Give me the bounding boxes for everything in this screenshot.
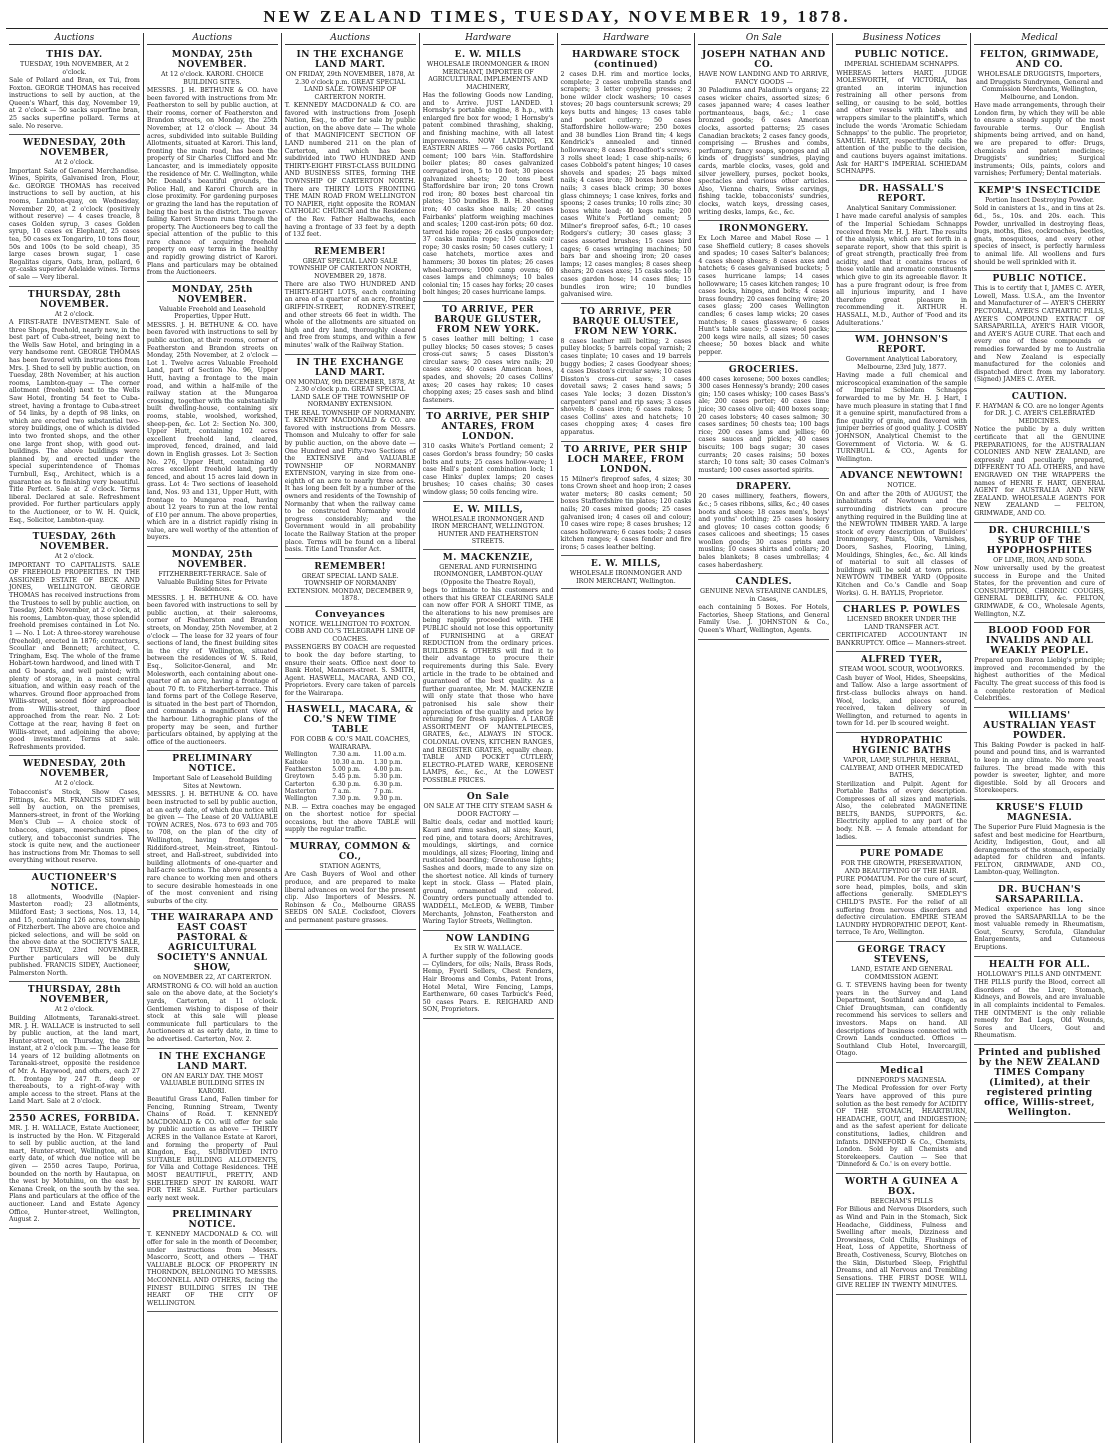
ad-title: THURSDAY, 28th NOVEMBER. xyxy=(27,289,121,310)
ad-title: CANDLES. xyxy=(735,577,793,588)
timetable-cell: 5.00 p.m. xyxy=(332,766,361,774)
ad-subtitle: ON AN EARLY DAY. THE MOST VALUABLE BUILDING SITES IN KARORI. xyxy=(160,1072,265,1095)
timetable-cell: 7 a.m. xyxy=(332,787,352,795)
advertisement xyxy=(285,355,416,559)
ad-title: REMEMBER! xyxy=(314,561,386,572)
column-heading: On Sale xyxy=(698,33,829,45)
ad-title: PUBLIC NOTICE. xyxy=(854,50,949,60)
ad-title: TUESDAY, 26th NOVEMBER. xyxy=(32,532,117,553)
ad-title: KEMP'S INSECTICIDE xyxy=(978,185,1101,196)
advertisement xyxy=(285,607,416,703)
ad-body: MESSRS. J. H. BETHUNE & CO. have been favored with instructions to sell by public auction, at their salerooms, corner of Featherston and Brandon streets, on Monday, 25th November, at 2 o'clock — The lease for 32 years of four sections of land, the finest building sites in the city of Wellington, situated between the residences of W. S. Reid, Esq., Solicitor-General, and Mr. Molesworth, each containing about one-quarter of an acre, having a frontage of about 70 ft. to Fitzherbert-terrace. This land forms part of the College Reserve, is situated in the best part of Thorndon, and commands a magnificent view of the harbour. Lithographic plans of the property may be seen, and further particulars obtained, by applying at the office of the auctioneers. xyxy=(146,594,278,746)
column-8 xyxy=(971,33,1108,1443)
advertisement xyxy=(974,882,1105,957)
ad-title: THIS DAY. xyxy=(46,50,103,60)
ad-subtitle: ON SALE AT THE CITY STEAM SASH & DOOR FACTORY — xyxy=(423,803,553,818)
advertisement xyxy=(147,751,278,910)
ad-title: WEDNESDAY, 20th NOVEMBER, xyxy=(22,759,126,780)
advertisement xyxy=(561,556,692,589)
timetable-cell: Masterton xyxy=(284,787,317,795)
ad-title: JOSEPH NATHAN AND CO. xyxy=(701,50,826,70)
column-4 xyxy=(420,33,558,1443)
ad-subtitle: At 2 o'clock. xyxy=(54,780,95,788)
ad-body: This is to certify that I, JAMES C. AYER, Lowell, Mass. U.S.A., am the Inventor and Manufacturer of — AYER'S CHERRY PECTORAL, AYER'S CATHARTIC PILLS, AYER'S COMPOUND EXTRACT OF SARSAPARILLA, AYER'S HAIR VIGOR, and AYER'S AGUE CURE. That each and every one of these compounds or remedies forwarded by me to Australia and New Zealand is especially manufactured for the colonies and dispatched direct from my laboratory. (Signed) JAMES C. AYER. xyxy=(974,285,1105,384)
ad-subtitle: FOR COBB & CO.'S MAIL COACHES, WAIRARAPA. xyxy=(290,736,411,751)
column-heading: Auctions xyxy=(285,33,416,45)
advertisement xyxy=(9,135,140,286)
ad-title: FELTON, GRIMWADE, AND CO. xyxy=(979,50,1100,70)
ad-title: MONDAY, 25th NOVEMBER. xyxy=(171,550,253,571)
ad-body: T. KENNEDY MACDONALD & CO. will offer for sale in the month of December, under instructions from Messrs. Mascorro, Scott, and others — THAT VALUABLE BLOCK OF PROPERTY IN THORNDON, BELONGING TO MESSRS. McCONNELL AND OTHERS, facing the FINEST BUILDING SITES IN THE HEART OF THE CITY OF WELLINGTON. xyxy=(146,1231,278,1307)
timetable-row xyxy=(285,751,416,758)
ad-body: Ex Loch Maree and Mabel Rose — 1 case Sheffield cutlery; 8 cases shovels and spades; 10 cases Salter's balances; 4 cases sheep shears; 8 cases axes and hatchets; 6 cases galvanised buckets; 5 cases hurricane lamps; 14 cases hollowware; 15 cases kitchen ranges; 10 cases locks, hinges, and bolts; 4 cases brass foundry; 20 cases fencing wire; 20 cases glass; 200 cases Wellington candles; 6 cases lamp wicks; 20 cases matches; 8 cases glassware; 6 cases Hunt's table sauce; 5 cases wool packs; 200 kegs wire nails, all sizes; 50 cases cheese; 50 boxes black and white pepper. xyxy=(698,235,830,356)
ad-title: GEORGE TRACY STEVENS, xyxy=(857,945,946,965)
advertisement xyxy=(147,547,278,751)
advertisement xyxy=(9,756,140,869)
ad-body: G. T. STEVENS having been for twenty years in the Survey and Land Department, Southland and Otago, as Chief Draughtsman, can confidently recommend his services to sellers and investors. Maps on hand. All descriptions of business connected with Crown Lands conducted. Offices — Southland Club Hotel, Invercargill, Otago. xyxy=(836,982,968,1058)
column-heading: Auctions xyxy=(9,33,140,45)
ad-body: Have made arrangements, through their London firm, by which they will be able to ensure a steady supply of the most favourable terms. Our English shipments being arrived, and on hand, we are prepared to offer: Drugs, chemicals and patent medicines; Druggists' sundries; Surgical instruments; Oils, paints, colors and varnishes; Perfumery; Dental materials. xyxy=(974,102,1105,178)
ad-subtitle: WHOLESALE IRONMONGER & IRON MERCHANT, IMPORTER OF AGRICULTURAL IMPLEMENTS AND MACHINERY, xyxy=(426,61,550,91)
ad-body: Notice the public by a duly written certificate that all the GENUINE PREPARATIONS, for the AUSTRALIAN COLONIES AND NEW ZEALAND, are expressly and peculiarly prepared, DIFFERENT TO ALL OTHERS, and have ENGRAVED ON THE WRAPPERS the names of HENRI F. HART, GENERAL AGENT for AUSTRALIA AND NEW ZEALAND. WHOLESALE AGENTS FOR NEW ZEALAND — FELTON, GRIMWADE, AND CO. xyxy=(974,426,1105,517)
timetable-cell: 5.30 p.m. xyxy=(373,773,403,781)
ad-body: 18 allotments, Woodville (Napier-Masterton road); 23 allotments, Mildford East; 3 sections, Nos. 13, 14, and 15, containing 126 acres, township of Fitzherbert. The above are choice and picked selections, and will be sold on the above date at the SOCIETY'S SALE, ON TUESDAY, 23rd NOVEMBER. Further particulars will be duly published. FRANCIS SIDEY, Auctioneer, Palmerston North. xyxy=(9,893,140,977)
advertisement xyxy=(698,221,829,362)
ad-body: The Medical Profession for over Forty Years have approved of this pure solution as the best remedy for ACIDITY OF THE STOMACH, HEARTBURN, HEADACHE, GOUT, and INDIGESTION; and as the safest aperient for delicate constitutions, ladies, children and infants. DINNEFORD & Co., Chemists, London. Sold by all Chemists and Storekeepers. Caution — See that 'Dinneford & Co.' is on every bottle. xyxy=(836,1085,968,1169)
ad-subtitle: FOR THE GROWTH, PRESERVATION, AND BEAUTIFYING OF THE HAIR. xyxy=(840,860,963,875)
advertisement xyxy=(423,502,554,550)
ad-title: KRUSE'S FLUID MAGNESIA. xyxy=(995,802,1084,823)
timetable xyxy=(285,751,416,802)
advertisement xyxy=(147,47,278,282)
advertisement xyxy=(836,47,967,181)
ad-subtitle: WHOLESALE IRONMONGER AND IRON MERCHANT, WELLINGTON. HUNTER AND FEATHERSTON STREETS. xyxy=(431,515,545,546)
advertisement xyxy=(974,523,1105,624)
advertisement xyxy=(836,846,967,942)
column-1 xyxy=(6,33,144,1443)
ad-body: Sterilization and Pulpit. Agent for Portable Baths of every description. Compresses of all sizes and materials. Also, the celebrated MAGNETINE BELTS, BANDS, SUPPORTS, &c. Electricity applied to any part of the body. N.B. — A female attendant for ladies. xyxy=(836,780,968,841)
ad-subtitle: NOTICE. WELLINGTON TO FOXTON. COBB AND CO.'S TELEGRAPH LINE OF COACHES. xyxy=(285,620,416,643)
ad-title: M. MACKENZIE, xyxy=(442,552,534,563)
advertisement xyxy=(561,442,692,557)
timetable-cell: 4.00 p.m. xyxy=(373,766,403,774)
advertisement xyxy=(423,550,554,790)
ad-title: AUCTIONEER'S NOTICE. xyxy=(31,872,118,893)
ad-body: PASSENGERS BY COACH are requested to book the day before starting, to ensure their seats. Office next door to Bank Hotel, Manners-street. S. SMITH, Agent. HASWELL, MACARA, AND CO., Proprietors. Every care taken of parcels for the Wairarapa. xyxy=(284,644,416,697)
ad-title: REMEMBER! xyxy=(314,246,386,257)
ad-body: THE REAL TOWNSHIP OF NORMANBY. T. KENNEDY MACDONALD & CO. are favored with instructions from Messrs. Thomson and Mulcahy to offer for sale by public auction, on the above date — One Hundred and Fifty-two Sections of the EXTENSIVE and VALUABLE TOWNSHIP OF NORMANBY EXTENSION, varying in size from one-eighth of an acre to nearly three acres. It has long been felt by a number of the owners and residents of the Township of Normanby that when the railway came to be constructed Normanby would progress considerably; and the Government would in all probability locate the Railway Station at the proper place. Terms will be found on a liberal basis. Title Land Transfer Act. xyxy=(284,409,416,554)
ad-subtitle: F. HAYMAN & CO. are no longer Agents for DR. J. C. AYER'S CELEBRATED MEDICINES. xyxy=(975,402,1104,425)
ad-title: DR. HASSALL'S REPORT. xyxy=(859,183,945,204)
advertisement xyxy=(285,559,416,607)
ad-body: A further supply of the following goods — Cylinders, for oils; Nails, Brass Rods, Hemp, Fyeril Sellers, Chest Fenders, Hair Brooms and Combs, Patent Irons, Hotel Metal, Wire Fencing, Lamps, Earthenware, 60 cases Tarbuck's Feed, 50 cases Pears. E. REIGHARD AND SON, Proprietors. xyxy=(422,953,554,1014)
ad-subtitle: LICENSED BROKER UNDER THE LAND TRANSFER ACT. xyxy=(846,616,957,631)
ad-subtitle: VAPOR, LAMP, SULPHUR, HERBAL, CALYBEAT, AND OTHER MEDICATED BATHS, xyxy=(840,757,964,779)
timetable-cell: Wellington xyxy=(284,751,318,759)
ad-subtitle: STEAM WOOL SCOUR, WOOLWORKS. xyxy=(839,666,965,674)
timetable-row xyxy=(285,795,416,802)
ad-body: THE PILLS purify the Blood, correct all disorders of the Liver, Stomach, Kidneys, and Bowels, and are invaluable in all complaints incidental to Females. THE OINTMENT is the only reliable remedy for Bad Legs, Old Wounds, Sores and Ulcers, Gout and Rheumatism. xyxy=(974,979,1105,1040)
ad-subtitle: At 12 o'clock. KARORI. CHOICE BUILDING SITES. xyxy=(160,71,264,86)
ad-title: WEDNESDAY, 20th NOVEMBER, xyxy=(22,138,126,159)
ad-body: WHEREAS letters HART, JUDGE MOLESWORTH, of VICTORIA, has granted an interim injunction restraining all other persons from selling, or causing to be sold, bottles and other vessels with labels and wrappers similar to the plaintiff's, which include the words 'Aromatic Schiedam Schnapps' to the public. The proprietor, SAMUEL HART, respectfully calls the attention of the public to the decision, and cautions buyers against imitations. Ask for HART'S IMPERIAL SCHIEDAM SCHNAPPS. xyxy=(836,69,968,176)
advertisement xyxy=(285,839,416,930)
ad-title: Conveyances xyxy=(315,609,386,620)
ad-body: Baltic deals, cedar and mottled kauri; Kauri and rimu sashes, all sizes; Kauri, red pine, and totara doors; Architraves, mouldings, skirtings, and cornice mouldings, all sizes; Flooring, lining and rusticated boarding; Greenhouse lights; Sashes and doors, made to any size on the shortest notice. All kinds of turnery kept in stock. Glass — Plated plain, ground, ornamented and colored. Country orders punctually attended to. WADDELL, McLEOD, & WEBB, Timber Merchants, Johnston, Featherston and Waring Taylor Streets, Wellington. xyxy=(422,819,554,926)
advertisement xyxy=(147,282,278,547)
ad-body: IMPORTANT TO CAPITALISTS. SALE OF FREEHOLD PROPERTIES. IN THE ASSIGNED ESTATE OF BECK AND JONES, WELLINGTON. GEORGE THOMAS has received instructions from the Trustees to sell by public auction, on Tuesday, 26th November, at 2 o'clock, at his rooms, Lambton-quay, those splendid freehold premises contained in Lot No. 1 — No. 1 Lot: A three-storey warehouse (freehold), erected in 1876; contractors, Scoullar and Bennett; architect, C. Tringham, Esq. The whole of the frame Hobart-town hardwood, and lined with T and G boards, and well painted; with plenty of storage, in a most central situation, and within easy reach of the wharves. Ground floor approached from Willis-street, second floor approached from Willis-street, third floor approached from the rear. No. 2 Lot: Cottage at the rear, having 8 feet on Willis-street, and adjoining the above; good investment. Terms at sale. Refreshments provided. xyxy=(9,561,140,751)
ad-body: Prepared upon Baron Liebig's principle; improved and recommended by the highest authorities of the Medical Faculty. The great success of this food is a complete restoration of Medical Celebrities. xyxy=(974,657,1105,703)
ad-body: 2 cases D.H. rim and mortice locks, complete; 2 cases umbrella stands and scrapers; 3 letter copying presses; 2 bone wilder clock washers; 10 cases stoves; 20 bags countersunk screws; 29 keys butts and hinges; 13 cases table and pocket cutlery; 50 cases Staffordshire hollow-ware; 250 boxes and 38 bundles Lion Brand tin; 4 kegs Kendrick's annealed and tinned hollowware; 8 cases Broadfoot's screws; 3 rolls sheet lead; 1 case ship-nails; 6 cases Cobbold's patent hinges; 10 cases shovels and spades; 25 bags mixed nails; 4 cases iron; 30 boxes horse shoe nails; 3 cases black crimp; 30 boxes glass chimneys; 1 case knives, forks and spoons; 2 cases trunks; 10 rolls zinc; 30 boxes white lead; 40 kegs nails; 200 cases White's Portland cement; 5 Milner's fireproof safes, 6-ft.; 10 cases Rodgers's cutlery; 30 cases glass; 3 cases assorted brushes; 15 cases bird cages; 6 cases wringing machines; 50 bars bar and shoeing iron; 20 cases lamps; 12 cases mangles; 8 cases sheep shears; 20 cases axes; 15 casks soda; 10 cases garden hose; 14 cases files; 15 bundles iron wire; 10 bundles galvanised wire. xyxy=(560,71,692,299)
ad-title: MURRAY, COMMON & CO., xyxy=(289,841,411,862)
advertisement xyxy=(836,942,967,1063)
timetable-cell: Wellington xyxy=(284,795,318,803)
timetable-cell: Featherston xyxy=(284,766,322,774)
advertisement xyxy=(836,468,967,602)
ad-title: On Sale xyxy=(466,792,510,803)
ad-title: PRELIMINARY NOTICE. xyxy=(172,754,253,775)
columns xyxy=(6,33,1108,1443)
ad-subtitle: ON MONDAY, 9th DECEMBER, 1878, At 2.30 o'clock p.m. GREAT SPECIAL LAND SALE OF THE TOWNSHIP OF NORMANBY EXTENSION. xyxy=(285,378,415,409)
timetable-row xyxy=(285,759,416,766)
ad-subtitle: HAVE NOW LANDING AND TO ARRIVE, FANCY GOODS — xyxy=(698,71,830,86)
ad-title: GROCERIES. xyxy=(728,364,799,375)
ad-title: IN THE EXCHANGE LAND MART. xyxy=(158,1051,266,1072)
ad-body: 5 cases leather mill belting; 1 case pulley blocks; 50 cases stoves; 5 cases cross-cut saws; 5 cases Disston's circular saws; 20 cases wire nails; 20 cases axes; 40 cases American hoes, spades, and shovels; 20 cases Collins' axes; 20 cases hay rakes; 10 cases chopping axes; 25 cases sash and blind fasteners. xyxy=(422,336,554,404)
advertisement xyxy=(423,409,554,501)
ad-title: E. W. MILLS xyxy=(454,50,522,60)
ad-title: HASWELL, MACARA, & CO.'S NEW TIME TABLE xyxy=(286,705,414,736)
ad-title: CHARLES P. POWLES xyxy=(842,605,961,616)
advertisement xyxy=(9,1111,140,1229)
ad-title: Printed and published by the NEW ZEALAND TIMES Company (Limited), at their registered printing office, Willis-street, Wellington. xyxy=(978,1047,1101,1118)
column-heading: Hardware xyxy=(423,33,554,45)
column-heading: Hardware xyxy=(561,33,692,45)
timetable-cell: Kaitoke xyxy=(284,758,308,766)
ad-subtitle: HOLLOWAY'S PILLS AND OINTMENT. xyxy=(977,970,1102,978)
advertisement xyxy=(9,287,140,530)
ad-subtitle: WHOLESALE IRONMONGER AND IRON MERCHANT, Wellington. xyxy=(569,570,682,585)
ad-title: PURE POMADE xyxy=(859,849,944,860)
advertisement xyxy=(561,304,692,442)
ad-title: DRAPERY. xyxy=(736,482,792,493)
column-7 xyxy=(833,33,971,1443)
ad-subtitle: STATION AGENTS, xyxy=(319,862,382,870)
ad-body: Building Allotments, Taranaki-street. MR. J. H. WALLACE is instructed to sell by public auction, at the land mart, Hunter-street, on Thursday, the 28th instant, at 2 o'clock p.m. — The lease for 14 years of 12 building allotments on Taranaki-street, opposite the residence of Mr. A. Haywood, and others, each 27 ft. frontage by 247 ft. deep or thereabouts, to a right-of-way with ample access to the street. Plans at the Land Mart. Sale at 2 o'clock. xyxy=(9,1014,140,1106)
advertisement xyxy=(974,800,1105,882)
ad-body: Are Cash Buyers of Wool and other produce, and are prepared to make liberal advances on wool for the present clip. Also Importers of Messrs. N. Robinson & Co., Melbourne GRASS SEEDS ON SALE. Cocksfoot, Clovers and permanent pasture grasses. xyxy=(284,871,416,924)
advertisement xyxy=(423,931,554,1019)
ad-subtitle: Ex SIR W. WALLACE. xyxy=(454,944,523,952)
advertisement xyxy=(836,181,967,332)
advertisement xyxy=(974,1045,1105,1123)
advertisement xyxy=(974,957,1105,1045)
ad-title: WM. JOHNSON'S REPORT. xyxy=(854,335,949,356)
ad-body: CERTIFICATED ACCOUNTANT IN BANKRUPTCY. Office — Manners-street. xyxy=(836,632,968,647)
advertisement xyxy=(285,702,416,838)
ad-body: each containing 5 Boxes. For Hotels, Factories, Sheep Stations, and General Family Use. J. JOHNSTON & Co., Queen's Wharf, Wellington, Agents. xyxy=(698,604,830,635)
ad-body: MESSRS. J. H. BETHUNE & CO. have been instructed to sell by public auction, at an early date, of which due notice will be given — The Lease of 20 VALUABLE TOWN ACRES, Nos. 673 to 693 and 705 to 708, on the plan of the city of Wellington, having frontages to Riddiford-street, Mein-street, Rintoul-street, and Hall-street, subdivided into building allotments of one-quarter and half-acre sections. The above presents a rare chance to working men and others to secure desirable homesteads in one of the most convenient and rising suburbs of the city. xyxy=(146,791,278,905)
ad-body: Beautiful Grass Land, Fallen timber for Fencing, Running Stream, Twenty Chains of Road. T. KENNEDY MACDONALD & CO. will offer for sale by public auction as above — THIRTY ACRES in the Vallance Estate at Karori, and forming the property of Paul Kingdon, Esq., SUBDIVIDED INTO SUITABLE BUILDING ALLOTMENTS, for Villa and Cottage Residences. THE MOST BEAUTIFUL, PRETTY, AND SHELTERED SPOT IN KARORI. WAIT FOR THE SALE. Further particulars early next week. xyxy=(146,1096,278,1202)
ad-body: A FIRST-RATE INVESTMENT. Sale of three Shops, freehold, nearly new, in the best part of Cuba-street, being next to the Wells Saw Hotel, and bringing in a very handsome rent. GEORGE THOMAS has been favored with instructions from Mrs. J. Shed to sell by public auction, on Tuesday, 28th November, at his auction rooms, Lambton-quay — The corner allotment (freehold) next to the Wells Saw Hotel, fronting 54 feet to Cuba-street, having a frontage to Cuba-street of 54 links, by a depth of 98 links, on which are erected two substantial two-storey buildings, one of which is divided into two fronted shops, and the other one large front shop, with good out-buildings. The above buildings were planned by, and erected under the special superintendence of Thomas Turnbull, Esq., Architect, which is a guarantee as to finishing very beautiful. Title Perfect. Sale at 2 o'clock. Terms liberal. Declared at sale. Refreshment provided. For further particulars apply to the Auctioneer, or to W. H. Quick, Esq., Solicitor, Lambton-quay. xyxy=(9,319,140,524)
ad-title: HARDWARE STOCK (continued) xyxy=(572,50,680,70)
advertisement xyxy=(974,47,1105,183)
ad-title: ADVANCE NEWTOWN! xyxy=(840,471,964,482)
ad-subtitle: Analytical Sanitary Commissioner. xyxy=(846,204,957,212)
timetable-cell: 7.30 p.m. xyxy=(332,795,361,803)
ad-subtitle: Important Sale of Leasehold Building Sites at Newtown. xyxy=(152,775,273,790)
advertisement xyxy=(698,362,829,480)
ad-body: Sale of Pollard and Bran, ex Tui, from Foxton. GEORGE THOMAS has received instructions to sell by auction, at the Queen's Wharf, this day, November 19, at 2 o'clock — 50 sacks superfine bran, 25 sacks superfine pollard. Terms at sale. No reserve. xyxy=(9,77,140,130)
ad-body: 20 cases millinery, feathers, flowers, &c.; 5 cases ribbons, silks, &c.; 40 cases boots and shoes; 18 cases men's, boys' and youths' clothing; 25 cases hosiery and gloves; 10 cases cotton goods; 6 cases calicoes and sheetings; 15 cases woollen goods; 30 cases prints and muslins; 10 cases shirts and collars; 20 bales blankets; 8 cases umbrellas; 4 cases haberdashery. xyxy=(698,493,830,569)
ad-title: IN THE EXCHANGE LAND MART. xyxy=(296,357,404,378)
ad-subtitle: Government Analytical Laboratory, Melbourne, 23rd July, 1877. xyxy=(845,356,958,371)
ad-subtitle: TUESDAY, 19th NOVEMBER, At 2 o'clock. xyxy=(20,61,129,76)
ad-title: TO ARRIVE, PER SHIP LOCH MAREE, FROM LONDON. xyxy=(564,444,688,475)
ad-subtitle: on NOVEMBER 22, AT CARTERTON. xyxy=(153,974,272,982)
ad-title: DR. CHURCHILL'S SYRUP OF THE HYPOPHOSPHITES xyxy=(986,525,1093,556)
ad-title: THE WAIRARAPA AND EAST COAST PASTORAL & AGRICULTURAL SOCIETY'S ANNUAL SHOW, xyxy=(151,913,274,974)
ad-subtitle: At 2 o'clock. xyxy=(54,159,95,167)
column-3 xyxy=(282,33,420,1443)
advertisement xyxy=(147,910,278,1048)
ad-body: T. KENNEDY MACDONALD & CO. are favored with instructions from Joseph Nation, Esq., to offer for sale by public auction, on the above date — The whole of that MAGNIFICENT SECTION OF LAND numbered 211 on the plan of Carterton, and which has been subdivided into TWO HUNDRED AND THIRTY-EIGHT FIRST-CLASS BUILDING AND BUSINESS SITES, forming THE TOWNSHIP OF CARTERTON NORTH. There are THIRTY LOTS FRONTING THE MAIN ROAD FROM WELLINGTON TO NAPIER, right opposite the ROMAN CATHOLIC CHURCH and the Residence of the Rev. Father Halbwachs, each having a frontage of 33 feet by a depth of 132 feet. xyxy=(284,102,416,239)
ad-body: The Superior Pure Fluid Magnesia is the safest and best medicine for Heartburn, Acidity, Indigestion, Gout, and all derangements of the stomach, especially adapted for children and infants. FELTON, GRIMWADE, AND CO., Lambton-quay, Wellington. xyxy=(974,823,1105,877)
advertisement xyxy=(698,479,829,574)
ad-body: 30 Paladiums and Paladium's organs; 22 cases wicker chairs, assorted sizes; 6 cases japanned ware; 4 cases leather portmanteaus, bags, &c.; 1 case bronzed goods; 6 cases American clocks, assorted patterns; 25 cases Canadian brackets; 2 cases fancy goods, comprising — Brushes and combs, perfumery, fancy soaps, sponges and all kinds of druggists' sundries, playing cards, marble clocks, vases, gold and silver jewellery, purses, pocket books, spectacles and various other articles. Also, Vienna chairs, Swiss carvings, fishing tackle, tobacconists' sundries, clocks, watch keys, dressing cases, writing desks, lamps, &c., &c. xyxy=(698,87,830,216)
advertisement xyxy=(9,529,140,756)
advertisement xyxy=(974,389,1105,523)
timetable-row xyxy=(285,781,416,788)
advertisement xyxy=(147,1049,278,1208)
ad-body: 15 Milner's fireproof safes, 4 sizes; 30 tons Crown sheet and hoop iron; 2 cases water meters; 80 casks cement; 50 boxes Staffordshire tin plates; 120 casks nails; 20 cases mixed goods; 25 cases galvanised iron; 4 cases oil and colour; 10 cases wire rope; 8 cases brushes; 12 cases hollowware; 6 cases tools; 2 cases kitchen ranges; 4 cases fender and fire irons; 5 cases leather belting. xyxy=(560,475,692,551)
column-heading: Medical xyxy=(974,33,1105,45)
advertisement xyxy=(836,1174,967,1295)
ad-body: MR. J. H. WALLACE, Estate Auctioneer, is instructed by the Hon. W. Fitzgerald to sell by public auction, at the land mart, Hunter-street, Wellington, at an early date, of which due notice will be given — 2550 acres Taupo, Porirua, bounded on the north by Hautapua, on the west by Motuhinu, on the east by Kenana Creek, on the south by the sea. Plans and particulars at the office of the auctioneer. Land and Estate Agency Office, Hunter-street, Wellington, August 2. xyxy=(9,1125,140,1224)
masthead: NEW ZEALAND TIMES, TUESDAY, NOVEMBER 19, 1878. xyxy=(6,6,1108,29)
ad-body: ARMSTRONG & CO. will hold an auction sale on the above date, at the Society's yards, Carterton, at 11 o'clock. Gentlemen wishing to dispose of their stock at this sale will please communicate full particulars to the Auctioneers at as early date, in time to be advertised. Carterton, Nov. 2. xyxy=(146,982,278,1043)
advertisement xyxy=(836,602,967,652)
ad-title: NOW LANDING xyxy=(445,933,531,944)
timetable-cell: 5.45 p.m. xyxy=(332,773,361,781)
timetable-cell: 9.30 p.m. xyxy=(373,795,403,803)
timetable-cell: 6.30 p.m. xyxy=(373,780,403,788)
timetable-row xyxy=(285,773,416,780)
ad-body: 8 cases leather mill belting; 2 cases pulley blocks; 5 barrels copal varnish; 2 cases tinplate; 10 cases and 19 barrels buggy bodies; 2 cases Goodyear shoes; 4 cases Disston's circular saws; 10 cases Disston's cross-cut saws; 3 cases dovetail saws; 2 cases hand saws; 5 cases Yale locks; 3 dozen Disston's carpenters' panel and rip saws; 3 cases shovels; 8 cases iron; 6 cases rakes; 5 cases Collins' axes and hatchets; 10 cases chopping axes; 4 cases fire apparatus. xyxy=(560,337,692,436)
column-heading: Auctions xyxy=(147,33,278,45)
advertisement xyxy=(836,332,967,468)
timetable-row xyxy=(285,788,416,795)
ad-body: Sold in canisters at 1s., and in tins at 2s. 6d., 5s., 10s. and 20s. each. This Powder, unrivalled in destroying fleas, bugs, moths, flies, cockroaches, beetles, gnats, mosquitoes, and every other species of insect, is perfectly harmless to animal life. All woollens and furs should be well sprinkled with it. xyxy=(974,205,1105,266)
ad-body: Tobacconist's Stock, Show Cases, Fittings, &c. MR. FRANCIS SIDEY will sell by auction, on the premises, Manners-street, in front of the Working Men's Club — A choice stock of tobaccos, cigars, meerschaum pipes, cutlery, and tobacconist sundries. The stock is quite new, and the auctioneer has instructions from Mr. Thomas to sell everything without reserve. xyxy=(9,788,140,865)
advertisement xyxy=(698,47,829,221)
ad-subtitle: BEECHAM'S PILLS xyxy=(870,1197,933,1205)
ad-title: THURSDAY, 28th NOVEMBER, xyxy=(27,985,121,1006)
ad-body: I have made careful analysis of samples of the Imperial Schiedam Schnapps received from Mr. H. J. Hart. The results of the analysis, which are set forth in a separate report, show that this spirit is of great strength, practically free from acidity, and that it contains traces of those volatile and aromatic constituents which give to gin its agreeable flavor. It has a pure fragrant odour, is free from all injurious impurity, and I have therefore great pleasure in recommending it. ARTHUR H. HASSALL, M.D., Author of 'Food and its Adulterations.' xyxy=(836,213,968,327)
ad-title: DR. BUCHAN'S SARSAPARILLA. xyxy=(995,885,1084,906)
ad-title: IRONMONGERY. xyxy=(718,224,809,235)
ad-title: HEALTH FOR ALL. xyxy=(988,959,1091,970)
advertisement xyxy=(9,47,140,135)
ad-title: PRELIMINARY NOTICE. xyxy=(172,1210,253,1231)
advertisement xyxy=(423,47,554,302)
advertisement xyxy=(974,271,1105,389)
ad-body: PURE POMATUM. For the cure of scurf, sore head, pimples, boils, and skin affections generally. SMEDLEY'S CHILD'S PASTE. For the relief of all suffering from nervous disorders and defective circulation. EMPIRE STEAM LAUNDRY HYDROPATHIC DEPOT, Kent-terrace, Te Aro, Wellington. xyxy=(836,876,968,937)
ad-body: This Baking Powder is packed in half-pound and pound tins, and is warranted to keep in any climate. No more yeast failures. The bread made with this powder is sweeter, lighter, and more digestible. Sold by all Grocers and Storekeepers. xyxy=(974,741,1105,795)
ad-title: PUBLIC NOTICE. xyxy=(992,274,1087,285)
ad-subtitle: ON FRIDAY, 29th NOVEMBER, 1878, At 2.30 o'clock p.m. GREAT SPECIAL LAND SALE. TOWNSHIP OF CARTERTON NORTH. xyxy=(285,71,415,101)
ad-body: 400 cases kerosene; 500 boxes candles; 300 cases Hennessy's brandy; 200 cases gin; 150 cases whisky; 100 cases Bass's ale; 200 cases porter; 40 cases lime juice; 30 cases olive oil; 400 boxes soap; 20 cases lobsters; 40 cases salmon; 30 cases sardines; 50 chests tea; 100 bags rice; 200 cases jams and jellies; 60 cases sauces and pickles; 40 cases biscuits; 100 bags sugar; 30 cases currants; 20 cases raisins; 50 boxes starch; 10 tons salt; 30 cases Colman's mustard; 100 cases assorted spirits. xyxy=(698,375,830,474)
ad-body: 310 casks White's Portland cement; 2 cases Gordon's brass foundry; 50 casks bolts and nuts; 25 cases hollow-ware; 1 case Hall's patent combination lock; 1 case Hinks' duplex lamps; 20 cases brushes; 10 cases chains; 30 cases window glass; 50 coils fencing wire. xyxy=(422,443,554,496)
ad-title: 2550 ACRES, FORBIDA. xyxy=(9,1114,140,1125)
ad-title: TO ARRIVE, PER BARQUE GLUSTER, FROM NEW YORK. xyxy=(434,305,542,336)
advertisement xyxy=(561,47,692,304)
column-5 xyxy=(558,33,696,1443)
ad-subtitle: FITZHERBERT-TERRACE. Sale of Valuable Building Sites for Private Residences. xyxy=(157,571,268,594)
ad-title: CAUTION. xyxy=(1011,391,1068,402)
ad-body: Now universally used by the greatest success in Europe and the United States, for the prevention and cure of CONSUMPTION, CHRONIC COUGHS, GENERAL DEBILITY, &c. FELTON, GRIMWADE, & CO., Wholesale Agents, Wellington, N.Z. xyxy=(974,565,1105,618)
timetable-cell: 10.30 a.m. xyxy=(332,758,365,766)
ad-title: E. W. MILLS, xyxy=(452,504,524,515)
column-6 xyxy=(695,33,833,1443)
ad-title: TO ARRIVE, PER SHIP ANTARES, FROM LONDON. xyxy=(426,412,550,443)
advertisement xyxy=(698,574,829,639)
advertisement xyxy=(974,183,1105,271)
ad-title: MONDAY, 25th NOVEMBER. xyxy=(171,284,253,305)
advertisement xyxy=(836,1063,967,1174)
ad-subtitle: Valuable Freehold and Leasehold Properties, Upper Hutt. xyxy=(159,305,266,321)
ad-subtitle: At 2 o'clock. xyxy=(54,310,95,318)
ad-body: begs to intimate to his customers and others that his GREAT CLEARING SALE can now offer FOR A SHORT TIME, as the alterations to his new premises are being rapidly proceeded with. THE PUBLIC should not lose this opportunity of FURNISHING at a GREAT REDUCTION from the ordinary prices. BUILDERS & OTHERS will find it to their advantage to procure their requirements during this Sale. Every article in the trade to be obtained and guaranteed of the best quality. As a further guarantee, Mr. M. MACKENZIE will only state that those who have patronised his sale show their appreciation of the quality and price by returning for fresh supplies. A LARGE ASSORTMENT OF MANTELPIECES, GRATES, &c., ALWAYS IN STOCK. COLONIAL OVENS, KITCHEN RANGES, and REGISTER GRATES, equally cheap. TABLE AND POCKET CUTLERY, ELECTRO-PLATED WARE, KEROSENE LAMPS, &c., &c., At the LOWEST POSSIBLE PRICES. xyxy=(422,587,554,784)
advertisement xyxy=(836,733,967,846)
column-heading: Business Notices xyxy=(836,33,967,45)
timetable-cell: 11.00 a.m. xyxy=(373,751,407,759)
advertisement xyxy=(285,47,416,244)
timetable-row xyxy=(285,766,416,773)
ad-body: MESSRS. J. H. BETHUNE & CO. have been favored with instructions from Mr. Featherston to sell by public auction, at their rooms, corner of Featherston and Brandon streets, on Monday, the 25th November, at 12 o'clock — About 34 acres, subdivided into suitable Building Allotments, situated at Karori. This land, fronting the main road, has been the property of Sir Charles Clifford and Mr. Lancaster, and is immediately opposite the residence of Mr. C. Wellington, while Mr. Donald's beautiful grounds, the Police Hall, and Karori Church are in close proximity. For gardening purposes or grazing the land has the reputation of being the best in the district. The never-failing Karori Stream runs through the property. The Auctioneers beg to call the special attention of the public to this rare chance of acquiring freehold property on easy terms in the healthy and rapidly growing district of Karori. Plans and particulars may be obtained from the Auctioneers. xyxy=(146,87,278,277)
advertisement xyxy=(836,652,967,733)
ad-subtitle: At 2 o'clock. xyxy=(54,1006,95,1014)
timetable-cell: Carterton xyxy=(284,780,315,788)
advertisement xyxy=(423,789,554,930)
advertisement xyxy=(9,982,140,1111)
ad-subtitle: GENUINE NEVA STEARINE CANDLES, in Cases, xyxy=(700,588,828,603)
advertisement xyxy=(974,708,1105,800)
column-2 xyxy=(144,33,282,1443)
timetable-cell: 1.30 p.m. xyxy=(373,758,403,766)
ad-body: There are also TWO HUNDRED AND THIRTY-EIGHT LOTS, each containing an area of a quarter of an acre, fronting GRIFFIN-STREET, RODNEY-STREET, and other streets 66 feet in width. The whole of the allotments are situated on high and dry land, thoroughly cleared and free from stumps, and within a few minutes' walk of the Railway Station. xyxy=(284,281,416,349)
ad-body: Cash buyer of Wool, Hides, Sheepskins, and Tallow. Also a large assortment of first-class bullocks always on hand. Wool, locks, and pieces scoured, received, taken delivery of in Wellington, and returned to agents in town for 1d. per lb scoured weight. xyxy=(836,674,968,728)
advertisement xyxy=(423,302,554,409)
ad-subtitle: Portion Insect Destroying Powder. xyxy=(985,196,1095,204)
ad-title: TO ARRIVE, PER BARQUE OLUSTEE, FROM NEW YORK. xyxy=(572,306,680,337)
ad-body: MESSRS. J. H. BETHUNE & CO. have been favored with instructions to sell by public auction, at their rooms, corner of Featherston and Brandon streets on Monday, 25th November, at 2 o'clock — Lot 1. Twelve acres Valuable Freehold Land, part of Section No. 96, Upper Hutt, having a frontage to the main road, and within a half-mile of the railway station at the Mungaroa crossing, together with the substantially built dwelling-house, containing six rooms, stable, woolshed, workshed, sheep-pen, &c. Lot 2: Section No. 300, Upper Hutt, containing 102 acres excellent freehold land, cleared, improved, fenced, drained, and laid down in English grasses. Lot 3: Section No. 276, Upper Hutt, containing 40 acres excellent freehold land, partly fenced, and about 15 acres laid down in grass. Lot 4: Two sections of leasehold land, Nos. 93 and 131, Upper Hutt, with frontage to Mungaroa road, having about 12 years to run at the low rental of £10 per annum. The above properties, which are in a district rapidly rising in value, are well worthy of the attention of buyers. xyxy=(146,321,278,542)
advertisement xyxy=(9,870,140,983)
ad-title: BLOOD FOOD FOR INVALIDS AND ALL WEAKLY PEOPLE. xyxy=(985,626,1094,657)
ad-title: MONDAY, 25th NOVEMBER. xyxy=(171,50,253,70)
timetable-cell: Greytown xyxy=(284,773,315,781)
ad-body: For Bilious and Nervous Disorders, such as Wind and Pain in the Stomach, Sick Headache, Giddiness, Fulness and Swelling after meals, Dizziness and Drowsiness, Cold Chills, Flushings of Heat, Loss of Appetite, Shortness of Breath, Costiveness, Scurvy, Blotches on the Skin, Disturbed Sleep, Frightful Dreams, and all Nervous and Trembling Sensations. THE FIRST DOSE WILL GIVE RELIEF IN TWENTY MINUTES. xyxy=(836,1206,968,1290)
ad-subtitle: At 2 o'clock. xyxy=(54,553,95,561)
ad-body: Medical experience has long since proved the SARSAPARILLA to be the most valuable remedy in Rheumatism, Gout, Scurvy, Scrofula, Glandular Enlargements, and Cutaneous Eruptions. xyxy=(974,906,1105,952)
ad-subtitle: GENERAL AND FURNISHING IRONMONGER, LAMBTON-QUAY (Opposite the Theatre Royal), xyxy=(433,563,543,586)
timetable-cell: 6.30 p.m. xyxy=(332,780,361,788)
ad-body: On and after the 20th of AUGUST, the inhabitants of Newtown and the surrounding districts can procure anything required in the Building line at the NEWTOWN TIMBER YARD. A large stock of every description of Builders' Ironmongery, Paints, Oils, Varnishes, Doors, Sashes, Flooring, Lining, Mouldings, Shingles, &c., &c. All kinds of material to suit all classes of buildings will be sold at town prices. NEWTOWN TIMBER YARD (Opposite Kitchen and Co.'s Candle and Soap Works). G. H. BAYLIS, Proprietor. xyxy=(836,490,968,597)
ad-title: E. W. MILLS, xyxy=(590,559,662,570)
timetable-cell: 7.30 a.m. xyxy=(332,751,361,759)
ad-title: IN THE EXCHANGE LAND MART. xyxy=(296,50,404,70)
ad-subtitle: GREAT SPECIAL LAND SALE. TOWNSHIP OF NORMANBY EXTENSION. MONDAY, DECEMBER 9, 1878. xyxy=(287,572,414,603)
advertisement xyxy=(285,244,416,355)
ad-footer: N.B. — Extra coaches may be engaged on the shortest notice for special occasions, but the above TABLE will supply the regular traffic. xyxy=(284,803,416,834)
timetable-cell: 7 p.m. xyxy=(373,787,393,795)
ad-subtitle: GREAT SPECIAL LAND SALE TOWNSHIP OF CARTERTON NORTH, NOVEMBER 29, 1878. xyxy=(288,257,412,280)
advertisement xyxy=(974,623,1105,708)
ad-title: Medical xyxy=(879,1065,924,1076)
ad-body: Has the following Goods now Landing, and to Arrive. JUST LANDED. 1 Hornsby's portable engine, 8 h.p., with enlarged fire box for wood; 1 Hornsby's patent combined thrashing, shaking, and finishing machine, with all latest improvements. NOW LANDING, EX EASTERN ARIES — 766 casks Portland cement; 100 bars ½in. Staffordshire boiler plates; 80 cases galvanized corrugated iron, 5 to 10 feet; 30 pieces galvanized sheets; 20 tons best Staffordshire bar iron; 20 tons Crown rod iron; 80 boxes best charcoal tin plates; 150 bundles B. B. H. sheeting iron; 40 casks shoe nails; 20 cases Fairbanks' platform weighing machines and scales; 1200 cast-iron pots; 60 doz. tarred hide ropes; 26 casks gunpowder; 37 casks manila rope; 150 casks coir rope; 30 casks rosin; 50 cases cutlery; 1 case hatchets, mortice axes and hammers; 30 boxes tin plates; 26 cases wheel-barrows; 1000 camp ovens; 60 cases lamps and chimneys; 10 bales colonial tin; 15 cases hay forks; 20 cases bolt hinges; 20 cases hurricane lamps. xyxy=(422,92,554,297)
ad-subtitle: LAND, ESTATE AND GENERAL COMMISSION AGENT. xyxy=(851,966,953,981)
advertisement xyxy=(147,1207,278,1312)
ad-title: HYDROPATHIC HYGIENIC BATHS xyxy=(852,736,952,756)
ad-subtitle: WHOLESALE DRUGGISTS, Importers, and Druggists Sundrymen, General and Commission Merchants, Wellington, Melbourne, and London. xyxy=(976,71,1104,101)
ad-title: WILLIAMS' AUSTRALIAN YEAST POWDER. xyxy=(983,710,1096,741)
ad-title: WORTH A GUINEA A BOX. xyxy=(844,1176,959,1197)
ad-subtitle: NOTICE. xyxy=(887,482,917,490)
ad-body: Having made a full chemical and microscopical examination of the sample of Imperial Schiedam Schnapps forwarded to me by Mr. H. J. Hart, I have much pleasure in stating that I find it a genuine spirit, manufactured from a fine quality of grain, and flavored with juniper berries of good quality. J. COSBY JOHNSON, Analytical Chemist to the Government of Victoria. W. & G. TURNBULL & CO., Agents for Wellington. xyxy=(836,372,968,463)
ad-subtitle: IMPERIAL SCHIEDAM SCHNAPPS. xyxy=(844,61,960,68)
ad-subtitle: DINNEFORD'S MAGNESIA. xyxy=(856,1076,947,1084)
ad-subtitle: OF LIME, IRON, AND SODA. xyxy=(993,556,1087,564)
ad-title: ALFRED TYER, xyxy=(860,655,943,666)
ad-body: Important Sale of General Merchandise. Wines, Spirits, Galvanised Iron, Flour, &c. GEORGE THOMAS has received instructions to sell by auction, at his rooms, Lambton-quay, on Wednesday, November 20, at 2 o'clock (positively without reserve) — 4 cases treacle, 8 cases Golden syrup, 3 cases Golden syrup, 10 cases ex Elephant, 25 cases tea, 50 cases ex Tongariro, 10 tons flour, 50s and 100s (to be sold cheap), 35 large cases brown sugar, 1 case Regalitas cigars, Oats, bran, pollard, 6 qr.-casks superior Adelaide wines. Terms of sale — Very liberal. xyxy=(9,167,140,281)
